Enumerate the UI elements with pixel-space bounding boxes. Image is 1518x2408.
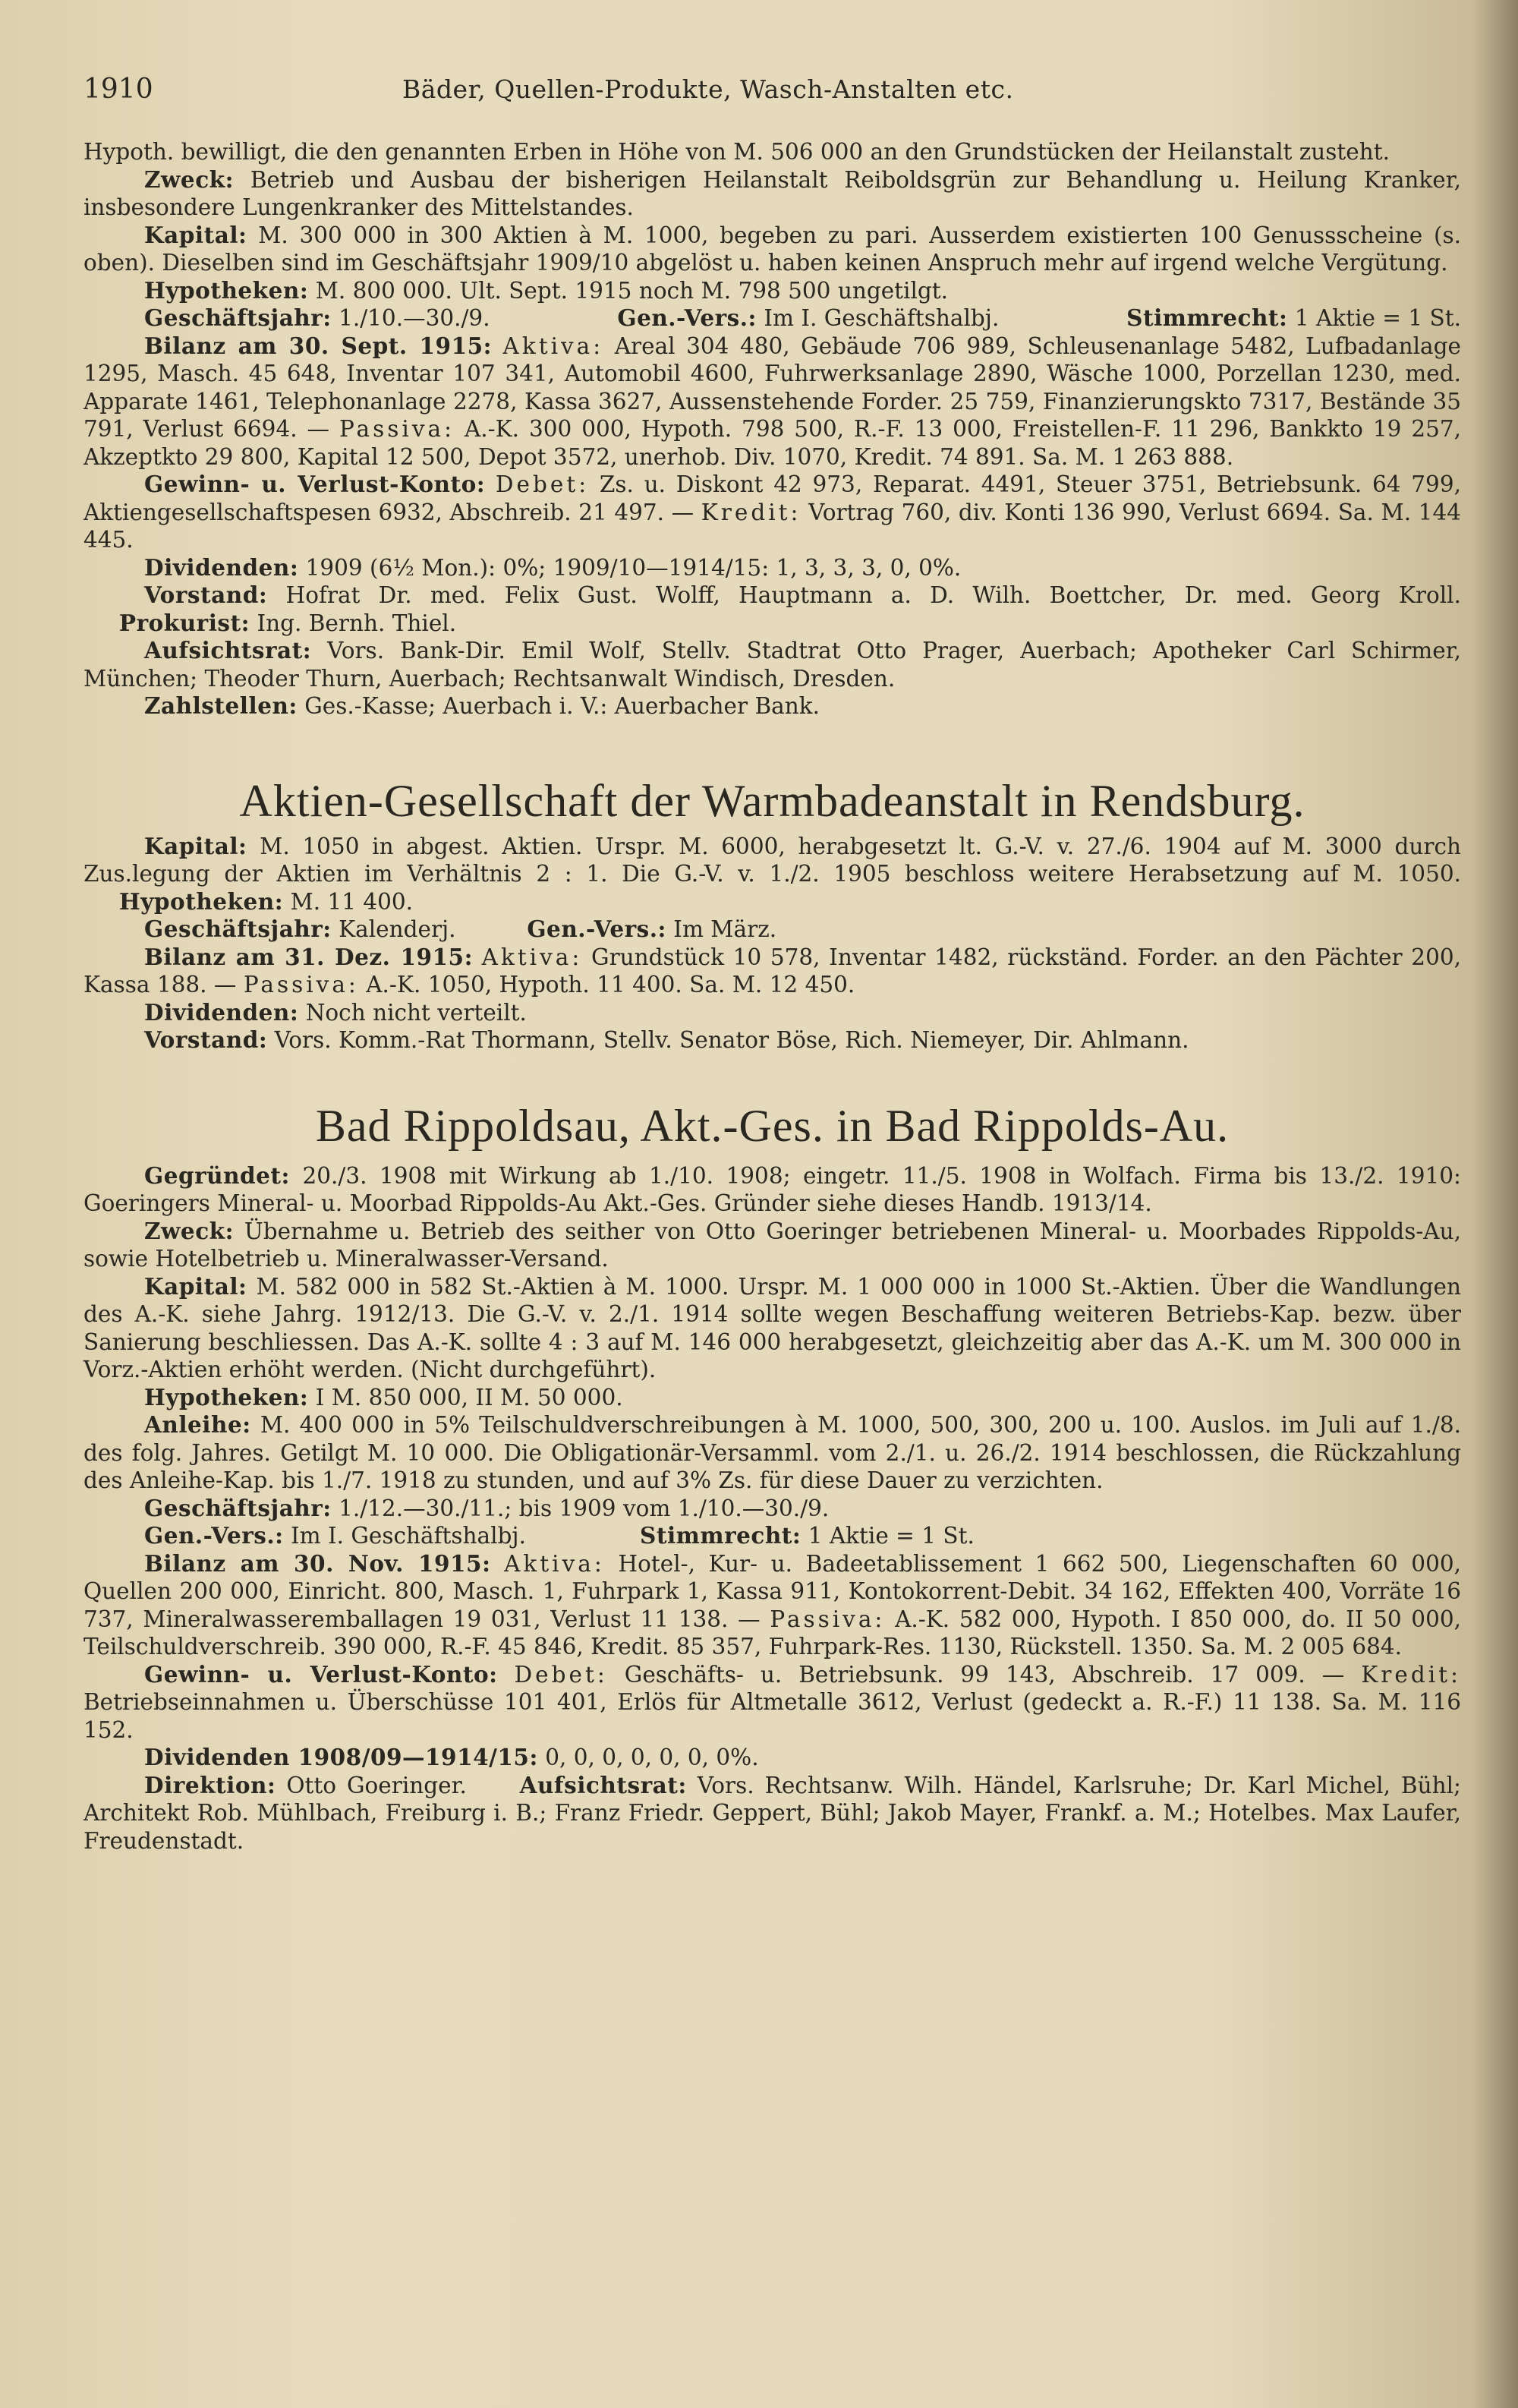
running-title: Bäder, Quellen-Produkte, Wasch-Anstalten etc. — [402, 74, 1014, 104]
zweck-entry: Zweck: Übernahme u. Betrieb des seither von Otto Goeringer betriebenen Mineral- u. Moorbades Rippolds-Au, sowie Hotelbetrieb u. Mineralwasser-Versand. — [83, 1217, 1461, 1272]
dividenden-entry: Dividenden: 1909 (6½ Mon.): 0%; 1909/10—1914/15: 1, 3, 3, 3, 0, 0%. — [144, 553, 962, 581]
geschaeftsjahr-row: Geschäftsjahr: 1./10.—30./9. Gen.-Vers.: Im I. Geschäftshalbj. Stimmrecht: 1 Aktie = 1 St. — [144, 304, 1461, 331]
hypotheken-entry: Hypotheken: M. 800 000. Ult. Sept. 1915 noch M. 798 500 ungetilgt. — [144, 276, 948, 304]
kapital-entry: Kapital: M. 582 000 in 582 St.-Aktien à M. 1000. Urspr. M. 1 000 000 in 1000 St.-Aktien. Über die Wandlungen des A.-K. siehe Jahrg. 1912/13. Die G.-V. v. 2./1. 1914 sollte wegen Beschaffung weiteren Betriebs-Kap. bezw. über Sanierung beschliessen. Das A.-K. sollte 4 : 3 auf M. 146 000 herabgesetzt, gleichzeitig aber das A.-K. um M. 300 000 in Vorz.-Aktien erhöht werden. (Nicht durchgeführt). — [83, 1272, 1461, 1382]
bilanz-entry: Bilanz am 31. Dez. 1915: Aktiva: Grundstück 10 578, Inventar 1482, rückständ. Forder. an den Pächter 200, Kassa 188. — Passiva: A.-K. 1050, Hypoth. 11 400. Sa. M. 12 450. — [83, 943, 1461, 998]
intro-paragraph: Hypoth. bewilligt, die den genannten Erben in Höhe von M. 506 000 an den Grundstücken der Heilanstalt zusteht. — [83, 139, 1390, 165]
dividenden-entry: Dividenden 1908/09—1914/15: 0, 0, 0, 0, 0, 0, 0%. — [144, 1744, 759, 1770]
zahlstellen-entry: Zahlstellen: Ges.-Kasse; Auerbach i. V.: Auerbacher Bank. — [144, 692, 820, 719]
aufsichtsrat-entry: Aufsichtsrat: Vors. Bank-Dir. Emil Wolf, Stellv. Stadtrat Otto Prager, Auerbach; Apotheker Carl Schirmer, München; Theoder Thurn, Auerbach; Rechtsanwalt Windisch, Dresden. — [83, 637, 1461, 692]
zweck-entry: Zweck: Betrieb und Ausbau der bisherigen Heilanstalt Reiboldsgrün zur Behandlung u. Heilung Kranker, insbesondere Lungenkranker des Mittelstandes. — [83, 165, 1461, 220]
kapital-entry: Kapital: M. 1050 in abgest. Aktien. Urspr. M. 6000, herabgesetzt lt. G.-V. v. 27./6. 1904 auf M. 3000 durch Zus.legung der Aktien im Verhältnis 2 : 1. Die G.-V. v. 1./2. 1905 beschloss weitere Herabsetzung auf M. 1050. Hypotheken: M. 11 400. — [83, 832, 1461, 915]
hypotheken-entry: Hypotheken: I M. 850 000, II M. 50 000. — [144, 1383, 623, 1410]
kapital-entry: Kapital: M. 300 000 in 300 Aktien à M. 1000, begeben zu pari. Ausserdem existierten 100 Genussscheine (s. oben). Dieselben sind im Geschäftsjahr 1909/10 abgelöst u. haben keinen Anspruch mehr auf irgend welche Vergütung. — [83, 221, 1461, 276]
bilanz-entry: Bilanz am 30. Sept. 1915: Aktiva: Areal 304 480, Gebäude 706 989, Schleusenanlage 5482, Lufbadanlage 1295, Masch. 45 648, Inventar 107 341, Automobil 4600, Fuhrwerksanlage 2890, Wäsche 1000, Porzellan 1230, med. Apparate 1461, Telephonanlage 2278, Kassa 3627, Aussenstehende Forder. 25 759, Finanzierungskto 7317, Bestände 35 791, Verlust 6694. — Passiva: A.-K. 300 000, Hypoth. 798 500, R.-F. 13 000, Freistellen-F. 11 296, Bankkto 19 257, Akzeptkto 29 800, Kapital 12 500, Depot 3572, unerhob. Div. 1070, Kredit. 74 891. Sa. M. 1 263 888. — [83, 332, 1462, 470]
page-header — [83, 76, 1461, 121]
page-number: 1910 — [83, 74, 153, 105]
vorstand-entry: Vorstand: Hofrat Dr. med. Felix Gust. Wolff, Hauptmann a. D. Wilh. Boettcher, Dr. med. Georg Kroll. Prokurist: Ing. Bernh. Thiel. — [118, 582, 1461, 636]
page-content — [83, 76, 1461, 1855]
guv-entry: Gewinn- u. Verlust-Konto: Debet: Geschäfts- u. Betriebsunk. 99 143, Abschreib. 17 009. — Kredit: Betriebseinnahmen u. Überschüsse 101 401, Erlös für Altmetalle 3612, Verlust (gedeckt a. R.-F.) 11 138. Sa. M. 116 152. — [83, 1660, 1461, 1743]
vorstand-entry: Vorstand: Vors. Komm.-Rat Thormann, Stellv. Senator Böse, Rich. Niemeyer, Dir. Ahlmann. — [144, 1026, 1189, 1053]
gegruendet-entry: Gegründet: 20./3. 1908 mit Wirkung ab 1./10. 1908; eingetr. 11./5. 1908 in Wolfach. Firma bis 13./2. 1910: Goeringers Mineral- u. Moorbad Rippolds-Au Akt.-Ges. Gründer siehe dieses Handb. 1913/14. — [83, 1161, 1461, 1216]
genvers-entry: Gen.-Vers.: Im I. Geschäftshalbj. Stimmrecht: 1 Aktie = 1 St. — [144, 1522, 975, 1549]
anleihe-entry: Anleihe: M. 400 000 in 5% Teilschuldverschreibungen à M. 1000, 500, 300, 200 u. 100. Auslos. im Juli auf 1./8. des folg. Jahres. Getilgt M. 10 000. Die Obligationär-Versamml. vom 2./1. u. 26./2. 1914 beschlossen, die Rückzahlung des Anleihe-Kap. bis 1./7. 1918 zu stunden, und auf 3% Zs. für diese Dauer zu verzichten. — [83, 1411, 1461, 1493]
dividenden-entry: Dividenden: Noch nicht verteilt. — [144, 998, 527, 1026]
section-title-rendsburg: Aktien-Gesellschaft der Warmbadeanstalt in Rendsburg. — [239, 775, 1305, 826]
direktion-entry: Direktion: Otto Goeringer. Aufsichtsrat: Vors. Rechtsanw. Wilh. Händel, Karlsruhe; Dr. Karl Michel, Bühl; Architekt Rob. Mühlbach, Freiburg i. B.; Franz Friedr. Geppert, Bühl; Jakob Mayer, Frankf. a. M.; Hotelbes. Max Laufer, Freudenstadt. — [83, 1771, 1461, 1854]
geschaeftsjahr-entry: Geschäftsjahr: 1./12.—30./11.; bis 1909 vom 1./10.—30./9. — [144, 1494, 830, 1521]
geschaeftsjahr-entry: Geschäftsjahr: Kalenderj. Gen.-Vers.: Im März. — [144, 916, 777, 942]
section-title-rippoldsau: Bad Rippoldsau, Akt.-Ges. in Bad Rippolds-Au. — [315, 1100, 1230, 1151]
guv-entry: Gewinn- u. Verlust-Konto: Debet: Zs. u. Diskont 42 973, Reparat. 4491, Steuer 3751, Betriebsunk. 64 799, Aktiengesellschaftspesen 6932, Abschreib. 21 497. — Kredit: Vortrag 760, div. Konti 136 990, Verlust 6694. Sa. M. 144 445. — [83, 471, 1461, 553]
bilanz-entry: Bilanz am 30. Nov. 1915: Aktiva: Hotel-, Kur- u. Badeetablissement 1 662 500, Liegenschaften 60 000, Quellen 200 000, Einricht. 800, Masch. 1, Fuhrpark 1, Kassa 911, Kontokorrent-Debit. 34 162, Effekten 400, Vorräte 16 737, Mineralwasseremballagen 19 031, Verlust 11 138. — Passiva: A.-K. 582 000, Hypoth. I 850 000, do. II 50 000, Teilschuldverschreib. 390 000, R.-F. 45 846, Kredit. 85 357, Fuhrpark-Res. 1130, Rückstell. 1350. Sa. M. 2 005 684. — [83, 1549, 1461, 1659]
